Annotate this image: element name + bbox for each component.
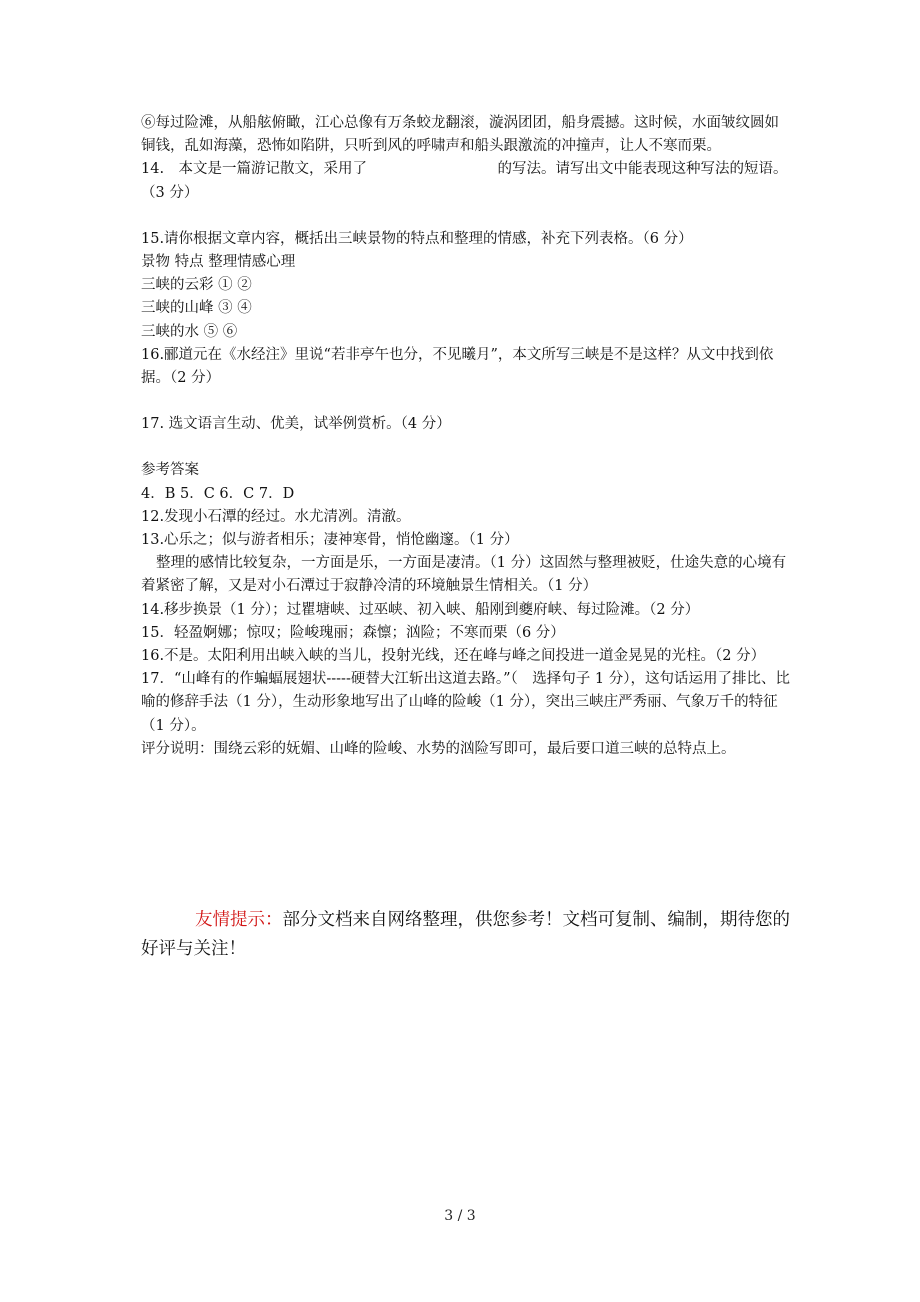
answers-heading: 参考答案 <box>141 462 199 479</box>
table-header-row: 景物 特点 整理情感心理 <box>141 254 296 271</box>
passage-paragraph-6: ⑥每过险滩，从船舷俯瞰，江心总像有万条蛟龙翻滚，漩涡团团，船身震撼。这时候，水面皱纹圆如铜钱，乱如海藻，恐怖如陷阱，只听到风的呼啸声和船头跟激流的冲撞声，让人不寒而栗。 <box>141 115 779 155</box>
question-15: 15.请你根据文章内容，概括出三峡景物的特点和整理的情感，补充下列表格。（6 分） <box>141 230 693 247</box>
spacer <box>141 205 791 228</box>
table-row-clouds: 三峡的云彩 ① ② <box>141 277 252 294</box>
scoring-note: 评分说明：围绕云彩的妩媚、山峰的险峻、水势的汹险写即可，最后要口道三峡的总特点上。 <box>141 740 736 757</box>
page-number: 3 / 3 <box>444 1208 476 1224</box>
answer-13: 13.心乐之；似与游者相乐；凄神寒骨，悄怆幽邃。（1 分） <box>141 532 519 549</box>
question-14: 14. 本文是一篇游记散文，采用了 的写法。请写出文中能表现这种写法的短语。（3 分） <box>141 161 788 201</box>
answer-17: 17．“山峰有的作蝙蝠展翅状-----硬替大江斩出这道去路。”（ 选择句子 1 分），这句话运用了排比、比喻的修辞手法（1 分），生动形象地写出了山峰的险峻（1 分），突出三峡庄严秀丽、气象万千的特征（1 分）。 <box>141 671 790 734</box>
table-row-peaks: 三峡的山峰 ③ ④ <box>141 300 252 317</box>
answer-16: 16.不是。太阳利用出峡入峡的当儿，投射光线，还在峰与峰之间投进一道金晃晃的光柱。（2 分） <box>141 648 766 665</box>
tip-text: 部分文档来自网络整理，供您参考！文档可复制、编制，期待您的好评与关注！ <box>141 910 790 959</box>
answer-12: 12.发现小石潭的经过。水尤清冽。清澈。 <box>141 508 411 525</box>
answer-14: 14.移步换景（1 分）；过瞿塘峡、过巫峡、初入峡、船刚到夔府峡、每过险滩。（2 分） <box>141 601 700 618</box>
table-row-water: 三峡的水 ⑤ ⑥ <box>141 323 238 340</box>
friendly-tip <box>141 906 791 964</box>
question-16: 16.郦道元在《水经注》里说“若非亭午也分，不见曦月”，本文所写三峡是不是这样？从文中找到依据。（2 分） <box>141 346 774 387</box>
answer-15: 15．轻盈婀娜；惊叹；险峻瑰丽；森懔；汹险；不寒而栗（6 分） <box>141 624 565 641</box>
document-body <box>141 112 791 761</box>
spacer <box>141 436 791 459</box>
answer-13-explanation: 整理的感情比较复杂，一方面是乐，一方面是凄清。（1 分）这固然与整理被贬，仕途失意的心境有着紧密了解，又是对小石潭过于寂静冷清的环境触景生情相关。（1 分） <box>141 555 787 595</box>
spacer <box>141 390 791 413</box>
tip-label: 友情提示： <box>195 910 283 930</box>
question-17: 17. 选文语言生动、优美，试举例赏析。（4 分） <box>141 416 451 433</box>
answer-4-7: 4．B 5．C 6．C 7．D <box>141 485 295 502</box>
